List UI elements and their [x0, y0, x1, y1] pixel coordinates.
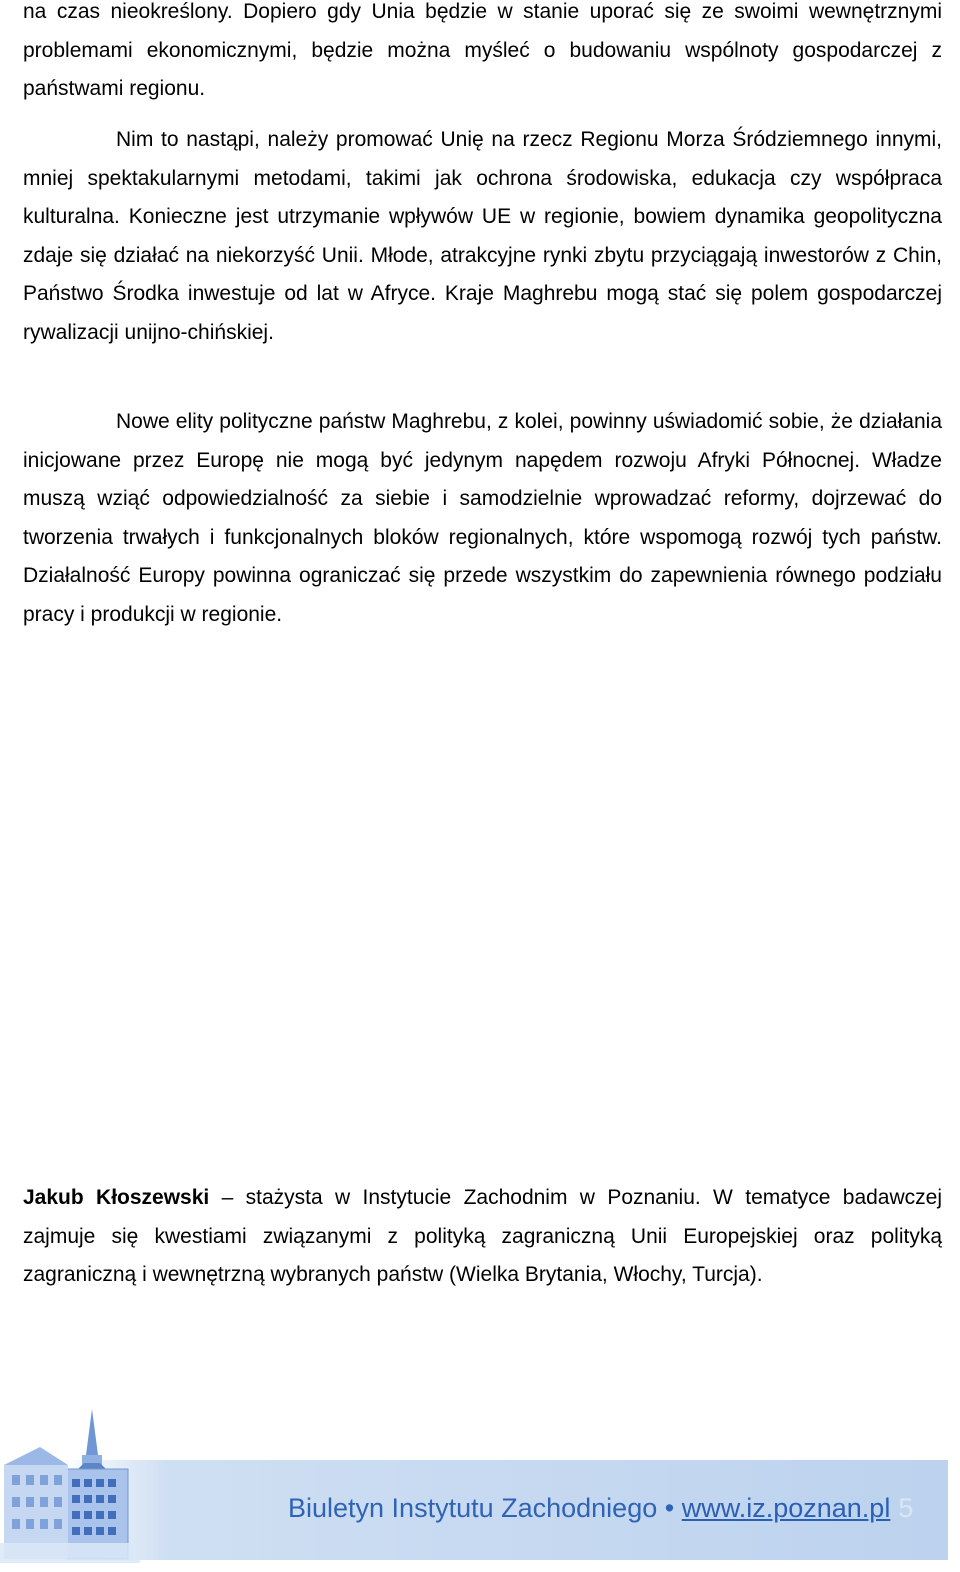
footer-caption — [288, 1488, 913, 1528]
paragraph-3: Nowe elity polityczne państw Maghrebu, z kolei, powinny uświadomić sobie, że działania inicjowane przez Europę nie mogą być jedynym napędem rozwoju Afryki Północnej. Władze muszą wziąć odpowiedzialność za siebie i samodzielnie wprowadzać reformy, dojrzewać do tworzenia trwałych i funkcjonalnych bloków regionalnych, które wspomogą rozwój tych państw. Działalność Europy powinna ograniczać się przede wszystkim do zapewnienia równego podziału pracy i produkcji w regionie. — [23, 410, 942, 626]
paragraph-1: na czas nieokreślony. Dopiero gdy Unia będzie w stanie uporać się ze swoimi wewnętrznymi problemami ekonomicznymi, będzie można myśleć o budowaniu wspólnoty gospodarczej z państwami regionu. — [23, 0, 942, 101]
footer-separator: • — [664, 1493, 675, 1523]
publication-title: Biuletyn Instytutu Zachodniego — [288, 1493, 658, 1523]
institute-building-logo-icon — [0, 1405, 140, 1565]
paragraph-2: Nim to nastąpi, należy promować Unię na rzecz Regionu Morza Śródziemnego innymi, mniej spektakularnymi metodami, takimi jak ochrona środowiska, edukacja czy współpraca kulturalna. Konieczne jest utrzymanie wpływów UE w regionie, bowiem dynamika geopolityczna zdaje się działać na niekorzyść Unii. Młode, atrakcyjne rynki zbytu przyciągają inwestorów z Chin, Państwo Środka inwestuje od lat w Afryce. Kraje Maghrebu mogą stać się polem gospodarczej rywalizacji unijno-chińskiej. — [23, 128, 942, 344]
page-footer — [0, 1405, 960, 1572]
page-number: 5 — [898, 1493, 914, 1523]
author-note — [23, 1179, 942, 1295]
website-link[interactable]: www.iz.poznan.pl — [681, 1493, 891, 1523]
author-bio: – stażysta w Instytucie Zachodnim w Poznaniu. W tematyce badawczej zajmuje się kwestiami związanymi z polityką zagraniczną Unii Europejskiej oraz polityką zagraniczną i wewnętrzną wybranych państw (Wielka Brytania, Włochy, Turcja). — [23, 1186, 943, 1287]
author-name: Jakub Kłoszewski — [23, 1186, 210, 1209]
